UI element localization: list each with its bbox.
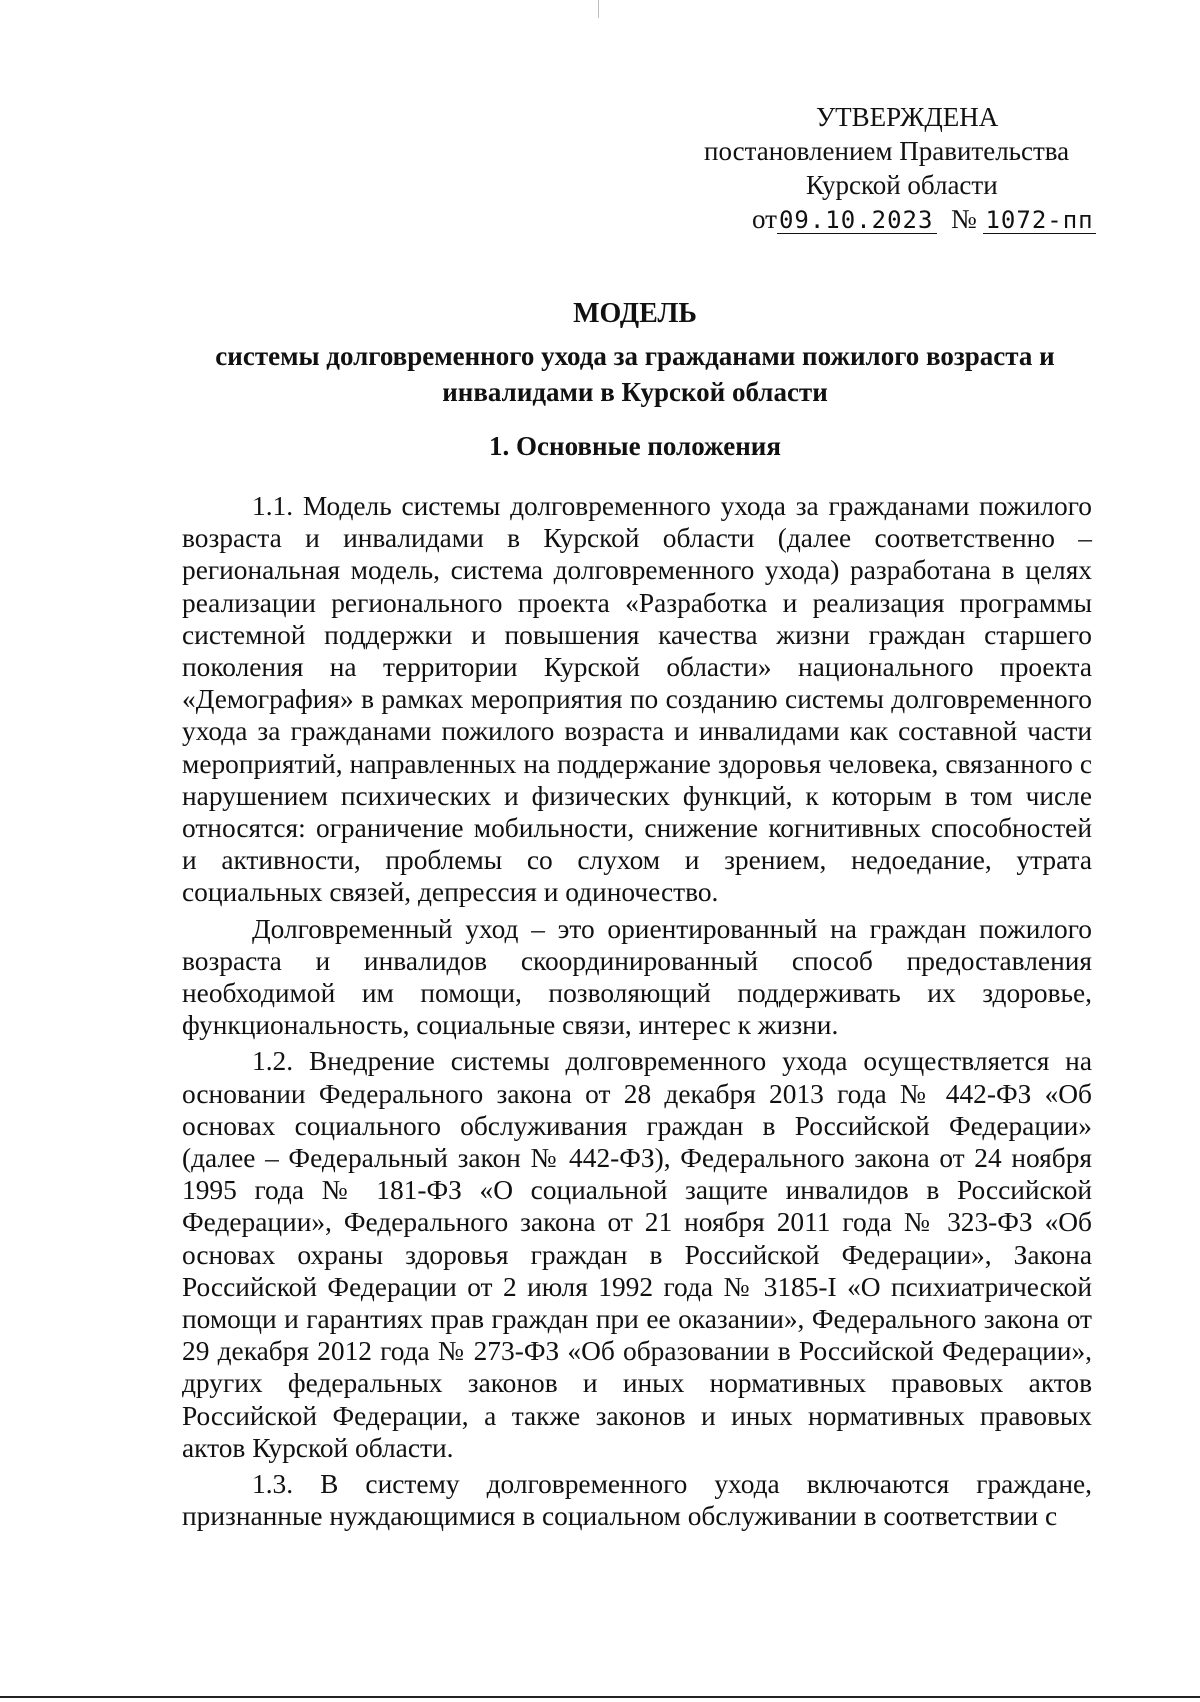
section-heading: 1. Основные положения: [489, 431, 781, 461]
title-subtitle-line2: инвалидами в Курской области: [442, 377, 828, 407]
approval-authority: постановлением Правительства: [704, 136, 1070, 166]
approval-number: 1072-пп: [985, 206, 1094, 234]
approval-region: Курской области: [806, 170, 998, 200]
document-title: [170, 296, 1100, 410]
scan-edge-mark: [598, 0, 599, 18]
number-sign: №: [950, 204, 977, 234]
approval-block: [650, 100, 1094, 236]
title-main: МОДЕЛЬ: [573, 298, 697, 329]
paragraph-long-term-care-definition: Долговременный уход – это ориентированный на граждан пожилого возраста и инвалидов скоординированный способ предоставления необходимой им помощи, позволяющий поддерживать их здоровье, функциональность, социальные связи, интерес к жизни.: [182, 913, 1092, 1041]
approval-date-number: [650, 202, 1094, 236]
scan-edge-line: [0, 1696, 1200, 1698]
date-prefix: от: [752, 204, 777, 234]
approval-status: УТВЕРЖДЕНА: [816, 102, 999, 132]
paragraph-1-1: 1.1. Модель системы долговременного ухода за гражданами пожилого возраста и инвалидами в Курской области (далее соответственно – региональная модель, система долговременного ухода) разработана в целях реализации регионального проекта «Разработка и реализация программы системной поддержки и повышения качества жизни граждан старшего поколения на территории Курской области» национального проекта «Демография» в рамках мероприятия по созданию системы долговременного ухода за гражданами пожилого возраста и инвалидами как составной части мероприятий, направленных на поддержание здоровья человека, связанного с нарушением психических и физических функций, к которым в том числе относятся: ограничение мобильности, снижение когнитивных способностей и активности, проблемы со слухом и зрением, недоедание, утрата социальных связей, депрессия и одиночество.: [182, 491, 1092, 908]
approval-date: 09.10.2023: [777, 207, 938, 234]
paragraph-1-3: 1.3. В систему долговременного ухода включаются граждане, признанные нуждающимися в социальном обслуживании в соответствии с: [182, 1469, 1092, 1532]
title-subtitle-line1: системы долговременного ухода за гражданами пожилого возраста и: [215, 341, 1055, 371]
paragraph-1-2: 1.2. Внедрение системы долговременного ухода осуществляется на основании Федерального закона от 28 декабря 2013 года № 442-ФЗ «Об основах социального обслуживания граждан в Российской Федерации» (далее – Федеральный закон № 442-ФЗ), Федерального закона от 24 ноября 1995 года № 181-ФЗ «О социальной защите инвалидов в Российской Федерации», Федерального закона от 21 ноября 2011 года № 323-ФЗ «Об основах охраны здоровья граждан в Российской Федерации», Закона Российской Федерации от 2 июля 1992 года № 3185-I «О психиатрической помощи и гарантиях прав граждан при ее оказании», Федерального закона от 29 декабря 2012 года № 273-ФЗ «Об образовании в Российской Федерации», других федеральных законов и иных нормативных правовых актов Российской Федерации, а также законов и иных нормативных правовых актов Курской области.: [182, 1046, 1092, 1463]
body-text: [182, 490, 1092, 1537]
